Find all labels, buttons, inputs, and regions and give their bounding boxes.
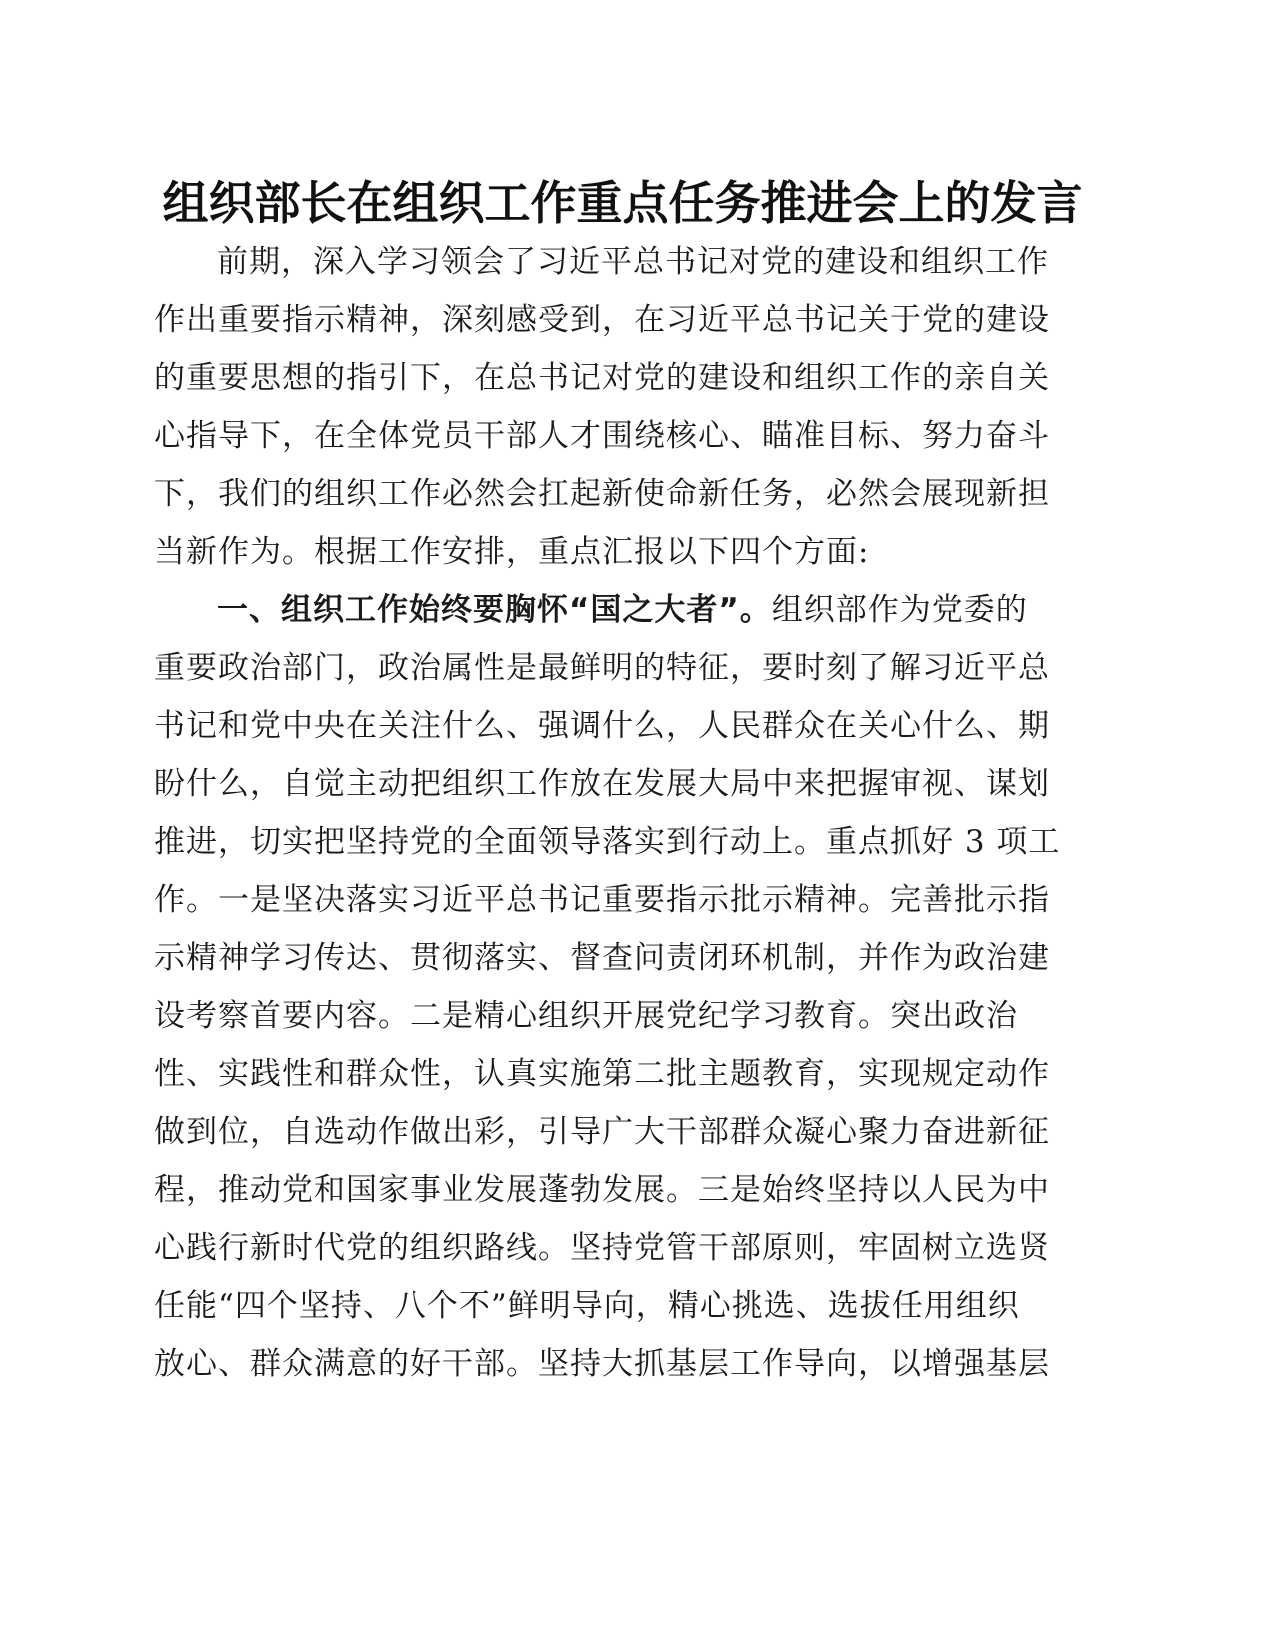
paragraph-line: 心指导下，在全体党员干部人才围绕核心、瞄准目标、努力奋斗 [154, 418, 1050, 454]
paragraph-line: 书记和党中央在关注什么、强调什么，人民群众在关心什么、期 [154, 708, 1050, 744]
paragraph-line: 示精神学习传达、贯彻落实、督查问责闭环机制，并作为政治建 [154, 940, 1050, 976]
paragraph-line: 程，推动党和国家事业发展蓬勃发展。三是始终坚持以人民为中 [154, 1172, 1050, 1208]
paragraph-line: 心践行新时代党的组织路线。坚持党管干部原则，牢固树立选贤 [154, 1230, 1050, 1266]
section-heading-continuation: 组织部作为党委的 [771, 592, 1028, 628]
paragraph-line: 下，我们的组织工作必然会扛起新使命新任务，必然会展现新担 [154, 476, 1050, 512]
document-body [154, 233, 1099, 1393]
paragraph-line: 放心、群众满意的好干部。坚持大抓基层工作导向，以增强基层 [154, 1346, 1050, 1382]
paragraph-line: 的重要思想的指引下，在总书记对党的建设和组织工作的亲自关 [154, 360, 1050, 396]
paragraph-line: 盼什么，自觉主动把组织工作放在发展大局中来把握审视、谋划 [154, 766, 1050, 802]
paragraph-line: 性、实践性和群众性，认真实施第二批主题教育，实现规定动作 [154, 1056, 1050, 1092]
paragraph-line: 作出重要指示精神，深刻感受到，在习近平总书记关于党的建设 [154, 302, 1050, 338]
paragraph-line: 重要政治部门，政治属性是最鲜明的特征，要时刻了解习近平总 [154, 650, 1050, 686]
paragraph-line: 设考察首要内容。二是精心组织开展党纪学习教育。突出政治 [154, 998, 1018, 1034]
paragraph-line: 前期，深入学习领会了习近平总书记对党的建设和组织工作 [217, 244, 1049, 280]
paragraph-line: 任能“四个坚持、八个不”鲜明导向，精心挑选、选拔任用组织 [154, 1288, 1020, 1324]
paragraph-line: 做到位，自选动作做出彩，引导广大干部群众凝心聚力奋进新征 [154, 1114, 1050, 1150]
document-title: 组织部长在组织工作重点任务推进会上的发言 [162, 176, 1083, 230]
paragraph-line: 作。一是坚决落实习近平总书记重要指示批示精神。完善批示指 [154, 882, 1050, 918]
section-heading: 一、组织工作始终要胸怀“国之大者”。 [217, 592, 772, 628]
paragraph-line: 推进，切实把坚持党的全面领导落实到行动上。重点抓好 3 项工 [154, 824, 1061, 860]
paragraph-line: 当新作为。根据工作安排，重点汇报以下四个方面: [154, 534, 870, 570]
section-heading-line [154, 581, 1099, 639]
